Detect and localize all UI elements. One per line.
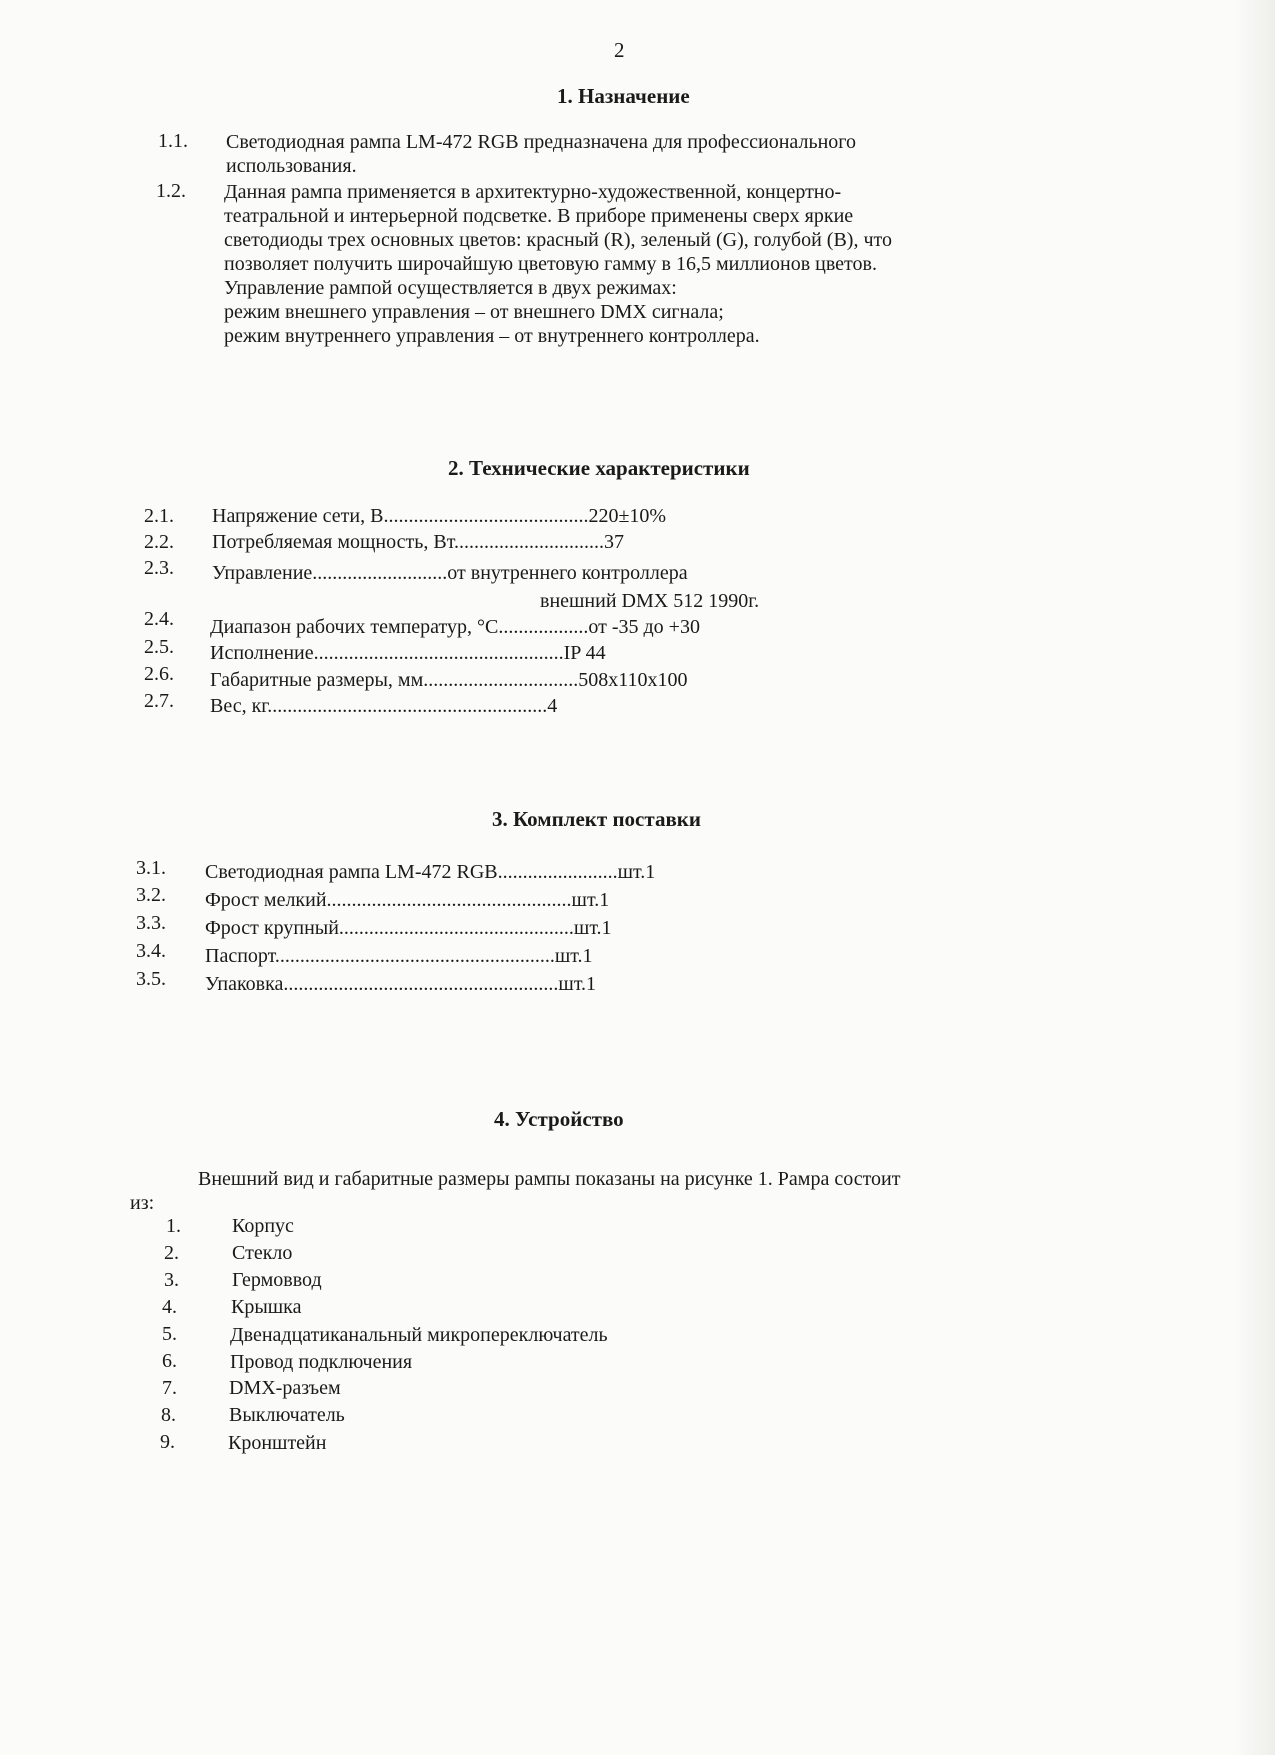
part-4-number: 4. [162, 1296, 177, 1318]
part-2-number: 2. [164, 1242, 179, 1264]
part-2-text: Стекло [232, 1242, 293, 1264]
kit-3-5-number: 3.5. [136, 968, 166, 990]
kit-3-2-text: Фрост мелкий.................................................шт.1 [205, 889, 610, 911]
item-1-1-text [226, 130, 856, 178]
item-1-2-text [224, 180, 892, 348]
spec-2-3-number: 2.3. [144, 557, 174, 579]
part-4-text: Крышка [231, 1296, 302, 1318]
part-5-text: Двенадцатиканальный микропереключатель [230, 1324, 608, 1346]
item-1-2-line: режим внешнего управления – от внешнего DMX сигнала; [224, 301, 724, 323]
part-9-text: Кронштейн [228, 1432, 327, 1454]
scan-edge-shadow [1235, 0, 1275, 1755]
kit-3-2-number: 3.2. [136, 884, 166, 906]
part-9-number: 9. [160, 1431, 175, 1453]
spec-2-5-text: Исполнение..................................................IP 44 [210, 642, 606, 664]
kit-3-4-number: 3.4. [136, 940, 166, 962]
part-1-number: 1. [166, 1215, 181, 1237]
kit-3-5-text: Упаковка.......................................................шт.1 [205, 973, 597, 995]
part-7-text: DMX-разъем [229, 1377, 341, 1399]
section-4-intro-line-1: Внешний вид и габаритные размеры рампы показаны на рисунке 1. Рамра состоит [198, 1168, 901, 1190]
item-1-2-line: театральной и интерьерной подсветке. В приборе применены сверх яркие [224, 205, 854, 227]
spec-2-5-number: 2.5. [144, 636, 174, 658]
kit-3-3-number: 3.3. [136, 912, 166, 934]
item-1-2-number: 1.2. [156, 180, 186, 202]
spec-2-6-text: Габаритные размеры, мм...............................508х110х100 [210, 669, 688, 691]
item-1-2-line: светодиоды трех основных цветов: красный (R), зеленый (G), голубой (B), что [224, 229, 892, 251]
part-7-number: 7. [162, 1377, 177, 1399]
spec-2-4-number: 2.4. [144, 608, 174, 630]
item-1-2-line: позволяет получить широчайшую цветовую гамму в 16,5 миллионов цветов. [224, 253, 877, 275]
part-3-text: Гермоввод [232, 1269, 322, 1291]
item-1-2-line: режим внутреннего управления – от внутреннего контроллера. [224, 325, 760, 347]
section-4-intro-line-2: из: [130, 1192, 155, 1214]
item-1-1-line: использования. [226, 155, 357, 177]
section-2-heading: 2. Технические характеристики [448, 456, 750, 480]
kit-3-1-number: 3.1. [136, 857, 166, 879]
spec-2-3-continuation: внешний DMX 512 1990г. [540, 590, 760, 612]
kit-3-3-text: Фрост крупный...............................................шт.1 [205, 917, 612, 939]
section-3-heading: 3. Комплект поставки [492, 807, 701, 831]
part-5-number: 5. [162, 1323, 177, 1345]
kit-3-1-text: Светодиодная рампа LM-472 RGB........................шт.1 [205, 861, 656, 883]
item-1-1-number: 1.1. [158, 130, 188, 152]
part-3-number: 3. [164, 1269, 179, 1291]
part-6-text: Провод подключения [230, 1351, 413, 1373]
part-1-text: Корпус [232, 1215, 294, 1237]
item-1-2-line: Управление рампой осуществляется в двух режимах: [224, 277, 677, 299]
section-4-heading: 4. Устройство [494, 1107, 624, 1131]
part-8-text: Выключатель [229, 1404, 345, 1426]
item-1-1-line: Светодиодная рампа LM-472 RGB предназначена для профессионального [226, 131, 856, 153]
page-number: 2 [614, 38, 625, 62]
item-1-2-line: Данная рампа применяется в архитектурно-художественной, концертно- [224, 181, 842, 203]
spec-2-6-number: 2.6. [144, 663, 174, 685]
kit-3-4-text: Паспорт........................................................шт.1 [205, 945, 593, 967]
part-8-number: 8. [161, 1404, 176, 1426]
spec-2-1-number: 2.1. [144, 505, 174, 527]
spec-2-2-text: Потребляемая мощность, Вт..............................37 [212, 531, 624, 553]
spec-2-4-text: Диапазон рабочих температур, °С..................от -35 до +30 [210, 616, 700, 638]
part-6-number: 6. [162, 1350, 177, 1372]
spec-2-7-text: Вес, кг........................................................4 [210, 695, 558, 717]
spec-2-1-text: Напряжение сети, В.........................................220±10% [212, 505, 667, 527]
spec-2-3-text: Управление...........................от внутреннего контроллера [212, 562, 688, 584]
spec-2-7-number: 2.7. [144, 690, 174, 712]
spec-2-2-number: 2.2. [144, 531, 174, 553]
section-1-heading: 1. Назначение [557, 84, 690, 108]
